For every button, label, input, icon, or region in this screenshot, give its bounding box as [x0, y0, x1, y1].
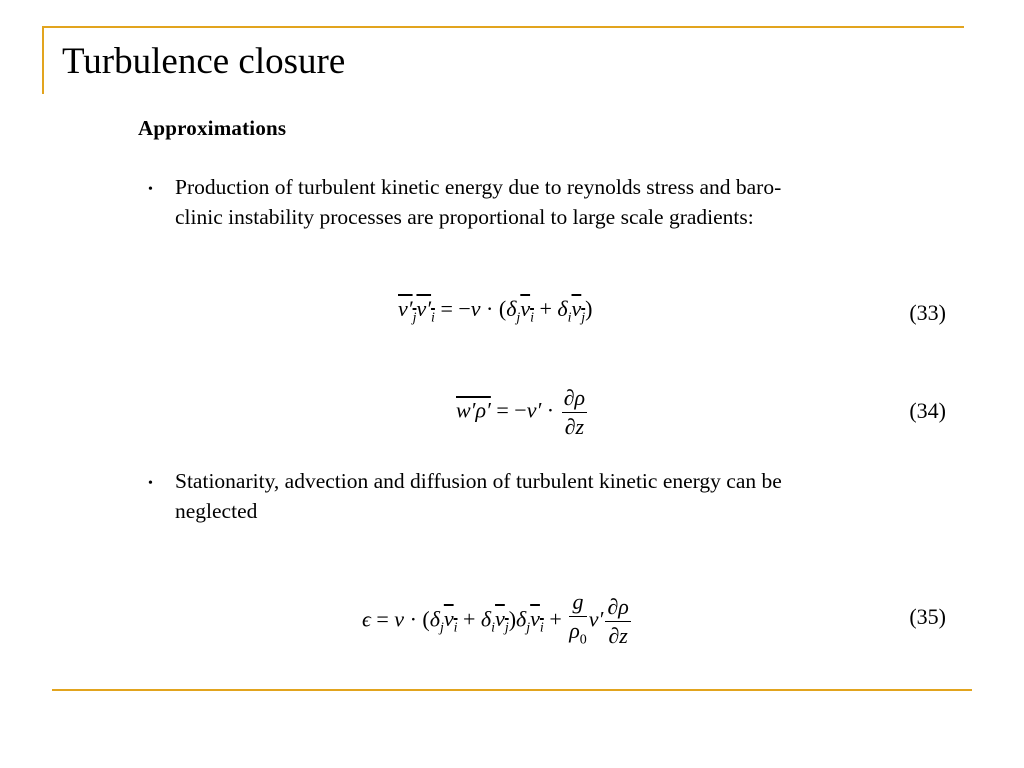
section-heading: Approximations	[138, 116, 287, 140]
bullet-symbol: •	[148, 476, 153, 491]
equation-35: $\epsilon = \nu \cdot (\delta_jv_i + \delta_iv_j)\delta_jv_i$ + $\frac{g}{\rho_0}$ ν′ $\frac{\partial\rho}{\partial z}$	[362, 589, 629, 648]
equation-34: w′ρ′ = −ν′ · $\frac{\partial\rho}{\partial z}$	[456, 385, 586, 439]
title-accent-bar	[42, 26, 44, 94]
paragraph-line: Production of turbulent kinetic energy due to reynolds stress and baro-	[175, 175, 782, 199]
equation-33: $v'_jv'_i = -\nu \cdot (\delta_jv_i + \delta_iv_j)$	[398, 296, 593, 326]
top-rule	[42, 26, 964, 28]
bottom-rule	[52, 689, 972, 691]
bullet-symbol: •	[148, 182, 153, 197]
bullet-paragraph	[175, 466, 945, 526]
equation-number: (35)	[909, 604, 946, 629]
bullet-paragraph	[175, 172, 945, 232]
paragraph-line: clinic instability processes are proportional to large scale gradients:	[175, 205, 754, 229]
equation-number: (34)	[909, 398, 946, 423]
paragraph-line: Stationarity, advection and diffusion of turbulent kinetic energy can be	[175, 469, 782, 493]
equation-number: (33)	[909, 300, 946, 325]
paragraph-line: neglected	[175, 499, 258, 523]
slide-title: Turbulence closure	[62, 41, 346, 82]
